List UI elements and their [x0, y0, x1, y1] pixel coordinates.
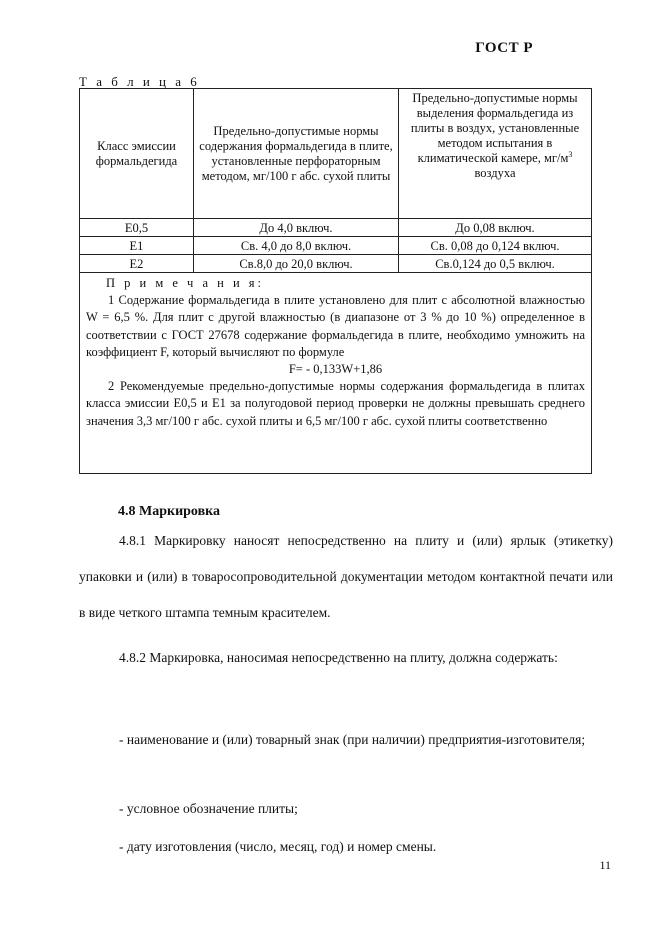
table-cell: Св.0,124 до 0,5 включ.	[399, 255, 592, 273]
paragraph-4-8-2: 4.8.2 Маркировка, наносимая непосредственно на плиту, должна содержать:	[119, 650, 558, 665]
table-row	[80, 255, 592, 273]
table-cell: Св. 0,08 до 0,124 включ.	[399, 237, 592, 255]
header-cell-perforator: Предельно-допустимые нормы содержания формальдегида в плите, установленные перфораторным методом, мг/100 г абс. сухой плиты	[194, 89, 399, 219]
page-number: 11	[599, 858, 611, 872]
table-notes-row	[80, 273, 592, 474]
paragraph-4-8-1: 4.8.1 Маркировку наносят непосредственно на плиту и (или) ярлык (этикетку) упаковки и (или) в товаросопроводительной документации методом контактной печати или в виде четкого штампа темным красителем.	[79, 533, 613, 620]
table-row	[80, 237, 592, 255]
list-item: - дату изготовления (число, месяц, год) и номер смены.	[119, 839, 437, 854]
list-item: - наименование и (или) товарный знак (при наличии) предприятия-изготовителя;	[119, 732, 586, 747]
table-notes	[80, 273, 592, 474]
note-2: 2 Рекомендуемые предельно-допустимые нормы содержания формальдегида в плитах класса эмиссии Е0,5 и Е1 за полугодовой период проверки не должны превышать среднего значения 3,3 мг/100 г абс. сухой плиты и 6,5 мг/100 г абс. сухой плиты соответственно	[86, 379, 585, 428]
table-row	[80, 219, 592, 237]
table-cell: Св. 4,0 до 8,0 включ.	[194, 237, 399, 255]
formaldehyde-table	[79, 88, 592, 474]
document-header: ГОСТ Р	[475, 40, 533, 56]
formula: F= - 0,133W+1,86	[288, 362, 383, 377]
list-item: - условное обозначение плиты;	[119, 801, 298, 816]
section-title: 4.8 Маркировка	[118, 504, 220, 519]
table-cell: До 0,08 включ.	[399, 219, 592, 237]
header-cell-chamber-text: Предельно-допустимые нормы выделения формальдегида из плиты в воздух, установленные методом испытания в климатической камере, мг/м	[410, 91, 580, 165]
header-cell-chamber	[399, 89, 592, 219]
table-cell: Е2	[80, 255, 194, 273]
header-cell-chamber-tail: воздуха	[474, 166, 516, 180]
header-cell-class: Класс эмиссии формальдегида	[80, 89, 194, 219]
superscript-3: 3	[568, 149, 573, 159]
notes-title: П р и м е ч а н и я:	[106, 276, 264, 290]
table-cell: Е0,5	[80, 219, 194, 237]
table-cell: До 4,0 включ.	[194, 219, 399, 237]
table-header-row	[80, 89, 592, 219]
table-cell: Е1	[80, 237, 194, 255]
note-1: 1 Содержание формальдегида в плите установлено для плит с абсолютной влажностью W = 6,5 %. Для плит с другой влажностью (в диапазоне от 3 % до 10 %) определенное в соответствии с ГОСТ 27678 содержание формальдегида в плите, необходимо умножить на коэффициент F, который вычисляют по формуле	[86, 293, 585, 359]
table-caption: Т а б л и ц а 6	[79, 74, 200, 89]
table-cell: Св.8,0 до 20,0 включ.	[194, 255, 399, 273]
